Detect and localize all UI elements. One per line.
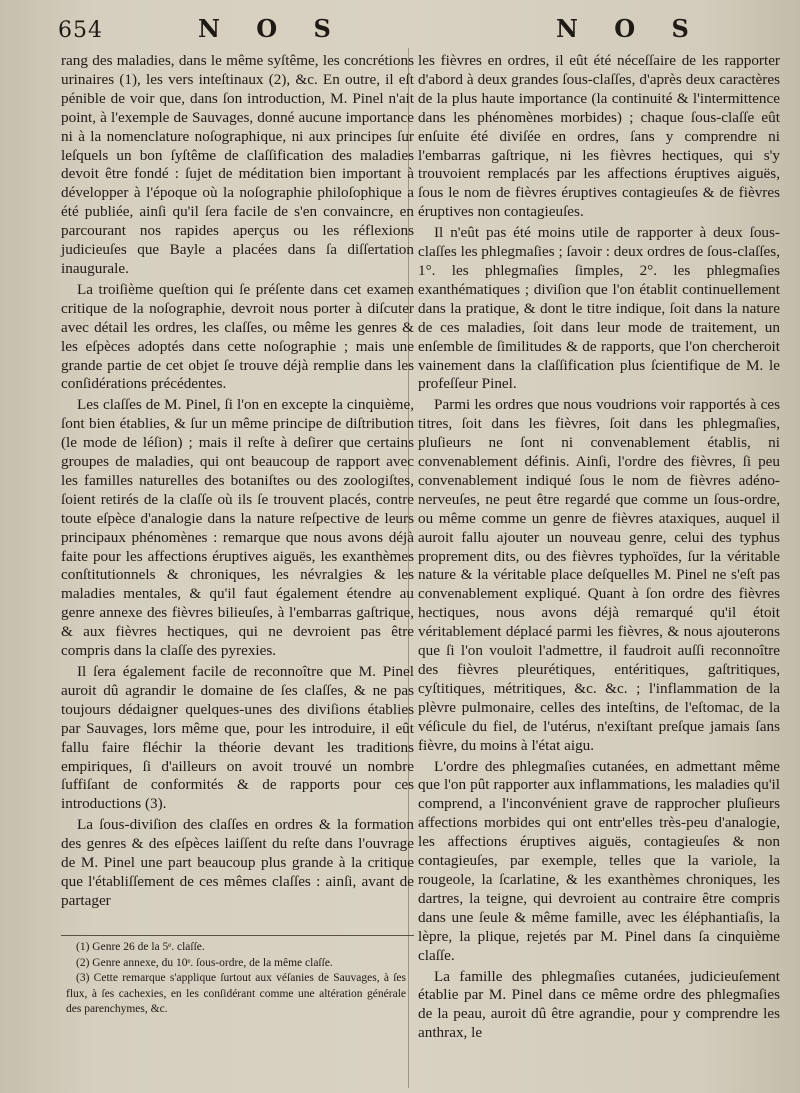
paragraph: Il ſera également facile de reconnoître que M. Pinel auroit dû agrandir le domaine de ſes claſſes, & ne pas toujours dédaigner quelques-unes des diviſions établies par Sauvages, lors même que, pour les introduire, il eût fallu faire fléchir la théorie devant les traditions empiriques, ſi d'ailleurs on avoit trouvé un nombre ſuffiſant de conformités & de rapports pour ces introductions (3). bbox=[61, 663, 414, 813]
footnote: (1) Genre 26 de la 5ᵉ. claſſe. bbox=[76, 941, 205, 953]
running-head-right: N O S bbox=[556, 14, 703, 43]
paragraph: Les claſſes de M. Pinel, ſi l'on en excepte la cinquième, ſont bien établies, & ſur un même principe de diſtribution (le mode de léſion) ; mais il reſte à deſirer que certains groupes de maladies, qui ont beaucoup de rapport avec les familles naturelles des botaniſtes ou des zoologiſtes, ſoient retirés de la claſſe où ils ſe trouvent placés, contre toute eſpèce d'analogie dans la nature reſpective de leurs principaux phénomènes : remarque que nous avons déjà faite pour les affections éruptives aiguës, les exanthèmes conſtitutionnels & chroniques, les névralgies & les maladies mentales, & qu'il faut également étendre au genre annexe des fièvres bilieuſes, à l'embarras gaſtrique, & aux fièvres hectiques, qui ne devroient pas être compris dans la claſſe des pyrexies. bbox=[61, 396, 414, 660]
page-number: 654 bbox=[58, 18, 103, 43]
footnote: (2) Genre annexe, du 10ᵉ. ſous-ordre, de la même claſſe. bbox=[76, 956, 333, 969]
paragraph: La famille des phlegmaſies cutanées, judicieuſement établie par M. Pinel dans ce même ordre des phlegmaſies de la peau, auroit dû être agrandie, pour y comprendre les anthrax, le bbox=[418, 967, 780, 1042]
running-head-left: N O S bbox=[198, 14, 345, 43]
paragraph: rang des maladies, dans le même syſtême, les concrétions urinaires (1), les vers inteſtinaux (2), &c. En outre, il eſt pénible de voir que, dans ſon introduction, M. Pinel n'ait point, à l'exemple de Sauvages, donné aucune importance ni à la nomenclature noſographique, ni aux principes ſur leſquels un bon ſyſtême de claſſification des maladies devoit être fondé : ſujet de méditation bien important à développer à l'époque où la noſographie philoſophique a été publiée, ainſi qu'il ſera facile de s'en convaincre, en parcourant nos rapides aperçus ou les réflexions judicieuſes que Bayle a placées dans ſa diſſertation inaugurale. bbox=[61, 52, 414, 277]
footnote: (3) Cette remarque s'applique ſurtout aux véſanies de Sauvages, à ſes flux, à ſes cachexies, en les conſidérant comme une altération générale des parenchymes, &c. bbox=[66, 972, 406, 1015]
paragraph: L'ordre des phlegmaſies cutanées, en admettant même que l'on pût rapporter aux inflammations, les maladies qu'il comprend, a l'inconvénient grave de rapprocher pluſieurs affections morbides qui ont entr'elles très-peu d'analogie, les affections éruptives aiguës, contagieuſes & non contagieuſes, par exemple, telles que la variole, la rougeole, la ſcarlatine, & les exanthèmes chroniques, les dartres, la teigne, qui devroient au contraire être compris dans une ſeule & même famille, avec les éléphantiaſis, la lèpre, la plique, rejetés par M. Pinel dans ſa cinquième claſſe. bbox=[418, 757, 780, 964]
left-column bbox=[61, 52, 414, 913]
page-header bbox=[0, 14, 800, 50]
paragraph: les fièvres en ordres, il eût été néceſſaire de les rapporter d'abord à deux grandes ſous-claſſes, d'après deux caractères de la plus haute importance (la continuité & l'intermittence dans les phénomènes morbides) ; chaque ſous-claſſe eût enſuite été diviſée en ordres, ſans y comprendre ni l'embarras gaſtrique, ni les fièvres hectiques, qui s'y trouvoient remplacés par les affections éruptives aiguës, ſous le nom de fièvres éruptives contagieuſes & de fièvres éruptives non contagieuſes. bbox=[418, 52, 780, 221]
right-column bbox=[418, 52, 780, 1045]
footnotes bbox=[66, 940, 406, 1018]
footnote-rule bbox=[61, 935, 414, 936]
paragraph: La troiſième queſtion qui ſe préſente dans cet examen critique de la noſographie, devroit nous porter à diſcuter avec détail les ordres, les claſſes, ou même les genres & les eſpèces adoptés dans cette noſographie ; mais une grande partie de cet objet ſe trouve déjà remplie dans les conſidérations précédentes. bbox=[61, 280, 414, 393]
paragraph: La ſous-diviſion des claſſes en ordres & la formation des genres & des eſpèces laiſſent du reſte dans l'ouvrage de M. Pinel une part beaucoup plus grande à la critique que l'établiſſement de ces mêmes claſſes : ainſi, avant de partager bbox=[61, 816, 414, 909]
paragraph: Il n'eût pas été moins utile de rapporter à deux ſous-claſſes les phlegmaſies ; ſavoir : deux ordres de ſous-claſſes, 1°. les phlegmaſies ſimples, 2°. les phlegmaſies exanthématiques ; diviſion que l'on établit continuellement dans la pratique, & dont le titre indique, ſoit dans la nature de ces maladies, ſoit dans leur mode de traitement, un enſemble de ſimilitudes & de rapports, que l'on chercheroit vainement dans la claſſification plus ſcientifique de M. le profeſſeur Pinel. bbox=[418, 224, 780, 393]
paragraph: Parmi les ordres que nous voudrions voir rapportés à ces titres, ſoit dans les fièvres, ſoit dans les phlegmaſies, pluſieurs ne ſont ni convenablement établis, ni convenablement définis. Ainſi, l'ordre des fièvres, ſi peu convenablement indiqué ſous le nom de fièvres adéno-nerveuſes, ne peut être regardé que comme un ſous-ordre, ou même comme un genre de fièvres ataxiques, auquel il auroit fallu ajouter un nouveau genre, celui des typhus proprement dits, ou des fièvres typhoïdes, ſur la véritable nature & la véritable place deſquelles M. Pinel ne s'eſt pas convenablement expliqué. Quant à ſon ordre des fièvres hectiques, nous avons déjà remarqué qu'il étoit véritablement déplacé parmi les fièvres, & nous ajouterons que ſi l'on vouloit l'admettre, il faudroit auſſi reconnoître des fièvres pleurétiques, entéritiques, gaſtritiques, cyſtitiques, métritiques, &c. &c. ; l'inflammation de la plèvre pulmonaire, celles des inteſtins, de l'eſtomac, de la véſicule du fiel, de l'utérus, n'exiſtant preſque jamais ſans fièvre, du moins à l'état aigu. bbox=[418, 396, 780, 754]
